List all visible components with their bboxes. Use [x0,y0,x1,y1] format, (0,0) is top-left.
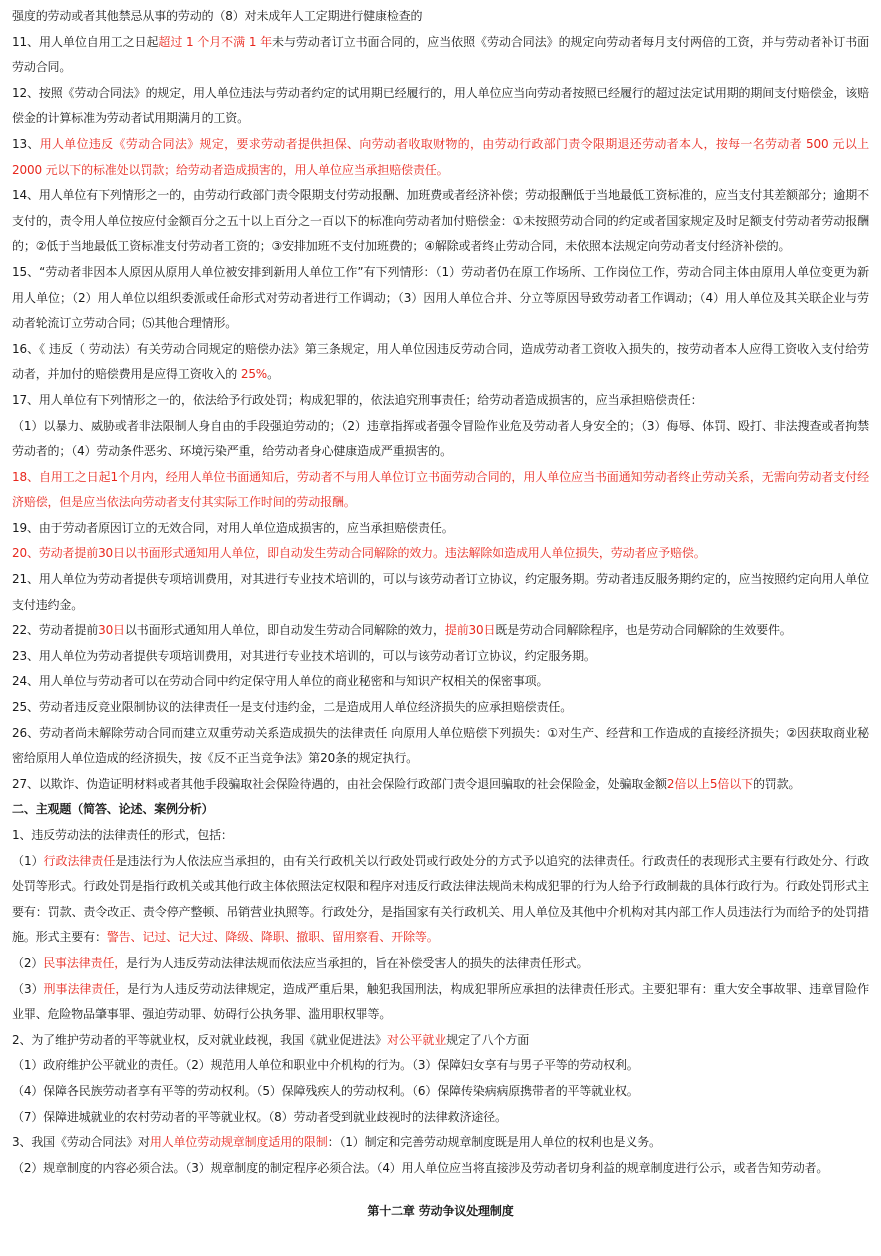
highlighted-text: 用人单位违反《劳动合同法》规定，要求劳动者提供担保、向劳动者收取财物的，由劳动行政部门责令限期退还劳动者本人，按每一名劳动者 500 元以上 2000 元以下的标准处以罚款；给劳动者造成损害的，用人单位应当承担赔偿责任。 [12,136,869,177]
paragraph [12,414,869,465]
text-segment: （1）政府维护公平就业的责任。（2）规范用人单位和职业中介机构的行为。（3）保障妇女享有与男子平等的劳动权利。 [12,1058,639,1073]
paragraph [12,260,869,337]
highlighted-text: 用人单位劳动规章制度适用的限制 [149,1135,328,1150]
paragraph [12,797,869,823]
section-heading: 二、主观题（简答、论述、案例分析） [12,802,214,817]
text-segment: 24、用人单位与劳动者可以在劳动合同中约定保守用人单位的商业秘密和与知识产权相关的保密事项。 [12,674,549,689]
highlighted-text: 25% [240,367,268,382]
paragraph [12,849,869,951]
paragraph [12,977,869,1028]
text-segment: 2、为了维护劳动者的平等就业权，反对就业歧视，我国《就业促进法》 [12,1032,387,1047]
text-segment: （3） [12,981,44,996]
paragraph [12,951,869,977]
text-segment: 19、由于劳动者原因订立的无效合同，对用人单位造成损害的，应当承担赔偿责任。 [12,520,454,535]
paragraph [12,1079,869,1105]
text-segment: 是违法行为人依法应当承担的，由有关行政机关以行政处罚或行政处分的方式予以追究的法律责任。行政责任的表现形式主要有行政处分、行政处罚等形式。行政处罚是指行政机关或其他行政主体依照法定权限和程序对违反行政法律法规尚未构成犯罪的行为人给予行政制裁的具体行政行为。行政处罚形式主要有：罚款、责令改正、责令停产整顿、吊销营业执照等。行政处分，是指国家有关行政机关、用人单位及其他中介机构对其内部工作人员违法行为而给予的处罚措施。形式主要有： [12,853,869,945]
paragraph [12,516,869,542]
paragraph [12,1053,869,1079]
paragraph [12,4,869,30]
paragraph [12,1105,869,1131]
text-segment: （1）以暴力、威胁或者非法限制人身自由的手段强迫劳动的；（2）违章指挥或者强令冒险作业危及劳动者人身安全的；（3）侮辱、体罚、殴打、非法搜查或者拘禁劳动者的；（4）劳动条件恶劣、环境污染严重，给劳动者身心健康造成严重损害的。 [12,418,869,459]
paragraph [12,337,869,388]
text-segment: 16、《 违反（ 劳动法）有关劳动合同规定的赔偿办法》第三条规定，用人单位因违反劳动合同，造成劳动者工资收入损失的，按劳动者本人应得工资收入支付给劳动者，并加付的赔偿费用是应得工资收入的 [12,341,869,382]
text-segment: 22、劳动者提前 [12,623,99,638]
text-segment: （2） [12,955,44,970]
highlighted-text: 18、自用工之日起1个月内，经用人单位书面通知后，劳动者不与用人单位订立书面劳动合同的，用人单位应当书面通知劳动者终止劳动关系，无需向劳动者支付经济赔偿，但是应当依法向劳动者支付其实际工作时间的劳动报酬。 [12,469,869,510]
paragraph [12,81,869,132]
text-segment: 12、按照《劳动合同法》的规定，用人单位违法与劳动者约定的试用期已经履行的，用人单位应当向劳动者按照已经履行的超过法定试用期的期间支付赔偿金，该赔偿金的计算标准为劳动者试用期满月的工资。 [12,85,869,126]
text-segment: 26、劳动者尚未解除劳动合同而建立双重劳动关系造成损失的法律责任 向原用人单位赔偿下列损失：①对生产、经营和工作造成的直接经济损失；②因获取商业秘密给原用人单位造成的经济损失，按《反不正当竞争法》第20条的规定执行。 [12,725,870,766]
text-segment: 。 [267,367,279,382]
text-segment: 的罚款。 [752,776,801,791]
text-segment: （2）规章制度的内容必须合法。（3）规章制度的制定程序必须合法。（4）用人单位应当将直接涉及劳动者切身利益的规章制度进行公示，或者告知劳动者。 [12,1160,829,1175]
text-segment: 13、 [12,136,40,151]
paragraph [12,669,869,695]
paragraph [12,721,869,772]
text-segment: 既是劳动合同解除程序，也是劳动合同解除的生效要件。 [495,623,792,638]
paragraph [12,541,869,567]
highlighted-text: 民事法律责任， [43,955,127,970]
paragraph [12,618,869,644]
text-segment: 1、违反劳动法的法律责任的形式，包括： [12,828,233,842]
text-segment: 强度的劳动或者其他禁忌从事的劳动的（8）对未成年人工定期进行健康检查的 [12,9,423,23]
paragraph [12,772,869,798]
text-segment: （4）保障各民族劳动者享有平等的劳动权利。（5）保障残疾人的劳动权利。（6）保障传染病病原携带者的平等就业权。 [12,1083,639,1098]
paragraph [12,1130,869,1156]
highlighted-text: 行政法律责任 [43,853,116,868]
text-segment: 是行为人违反劳动法律规定，造成严重后果，触犯我国刑法，构成犯罪所应承担的法律责任形式。主要犯罪有：重大安全事故罪、违章冒险作业罪、危险物品肇事罪、强迫劳动罪、妨碍行公执务罪、滥用职权罪等。 [12,981,869,1022]
chapter-heading: 第十二章 劳动争议处理制度 [367,1204,514,1219]
text-segment: 未与劳动者订立书面合同的，应当依照《劳动合同法》的规定向劳动者每月支付两倍的工资，并与劳动者补订书面劳动合同。 [12,34,869,75]
paragraph [12,1028,869,1054]
document-body [12,4,869,1181]
paragraph [12,30,869,81]
text-segment: 以书面形式通知用人单位，即自动发生劳动合同解除的效力， [124,623,445,638]
text-segment: 27、以欺诈、伪造证明材料或者其他手段骗取社会保险待遇的，由社会保险行政部门责令退回骗取的社会保险金，处骗取金额 [12,776,667,791]
text-segment: ：（1）制定和完善劳动规章制度既是用人单位的权利也是义务。 [327,1135,661,1150]
text-segment: （7）保障进城就业的农村劳动者的平等就业权。（8）劳动者受到就业歧视时的法律救济途径。 [12,1109,507,1124]
paragraph [12,388,869,414]
text-segment: 是行为人违反劳动法律法规而依法应当承担的，旨在补偿受害人的损失的法律责任形式。 [126,955,589,970]
text-segment: 21、用人单位为劳动者提供专项培训费用，对其进行专业技术培训的，可以与该劳动者订立协议，约定服务期。劳动者违反服务期约定的，应当按照约定向用人单位支付违约金。 [12,572,869,612]
text-segment: 3、我国《劳动合同法》对 [12,1135,150,1150]
highlighted-text: 对公平就业 [386,1032,447,1047]
paragraph [12,132,869,183]
highlighted-text: 警告、记过、记大过、降级、降职、撤职、留用察看、开除等。 [106,930,439,945]
text-segment: 11、用人单位自用工之日起 [12,34,159,49]
highlighted-text: 2倍以上5倍以下 [666,776,753,791]
paragraph [12,567,869,618]
highlighted-text: 20、劳动者提前30日以书面形式通知用人单位，即自动发生劳动合同解除的效力。违法解除如造成用人单位损失，劳动者应予赔偿。 [12,546,706,561]
paragraph [12,465,869,516]
paragraph [12,183,869,260]
paragraph [12,644,869,670]
paragraph [12,695,869,721]
text-segment: 14、用人单位有下列情形之一的，由劳动行政部门责令限期支付劳动报酬、加班费或者经济补偿；劳动报酬低于当地最低工资标准的，应当支付其差额部分；逾期不支付的，责令用人单位按应付金额百分之五十以上百分之一百以下的标准向劳动者加付赔偿金：①未按照劳动合同的约定或者国家规定及时足额支付劳动者劳动报酬的；②低于当地最低工资标准支付劳动者工资的；③安排加班不支付加班费的；④解除或者终止劳动合同，未依照本法规定向劳动者支付经济补偿的。 [12,188,869,254]
highlighted-text: 超过 1 个月不满 1 年 [158,34,273,49]
text-segment: 25、劳动者违反竞业限制协议的法律责任一是支付违约金，二是造成用人单位经济损失的应承担赔偿责任。 [12,700,573,715]
text-segment: 15、“劳动者非因本人原因从原用人单位被安排到新用人单位工作”有下列情形：（1）劳动者仍在原工作场所、工作岗位工作，劳动合同主体由原用人单位变更为新用人单位；（2）用人单位以组织委派或任命形式对劳动者进行工作调动；（3）因用人单位合并、分立等原因导致劳动者工作调动；（4）用人单位及其关联企业与劳动者轮流订立劳动合同；⑸其他合理情形。 [12,264,869,331]
paragraph [12,823,869,849]
text-segment: （1） [12,853,44,868]
highlighted-text: 刑事法律责任， [43,981,128,996]
text-segment: 23、用人单位为劳动者提供专项培训费用，对其进行专业技术培训的，可以与该劳动者订立协议，约定服务期。 [12,648,596,663]
text-segment: 17、用人单位有下列情形之一的，依法给予行政处罚；构成犯罪的，依法追究刑事责任；给劳动者造成损害的，应当承担赔偿责任： [12,392,703,407]
text-segment: 规定了八个方面 [446,1032,530,1047]
paragraph [12,1156,869,1182]
highlighted-text: 30日 [98,623,125,638]
highlighted-text: 提前30日 [444,623,496,638]
